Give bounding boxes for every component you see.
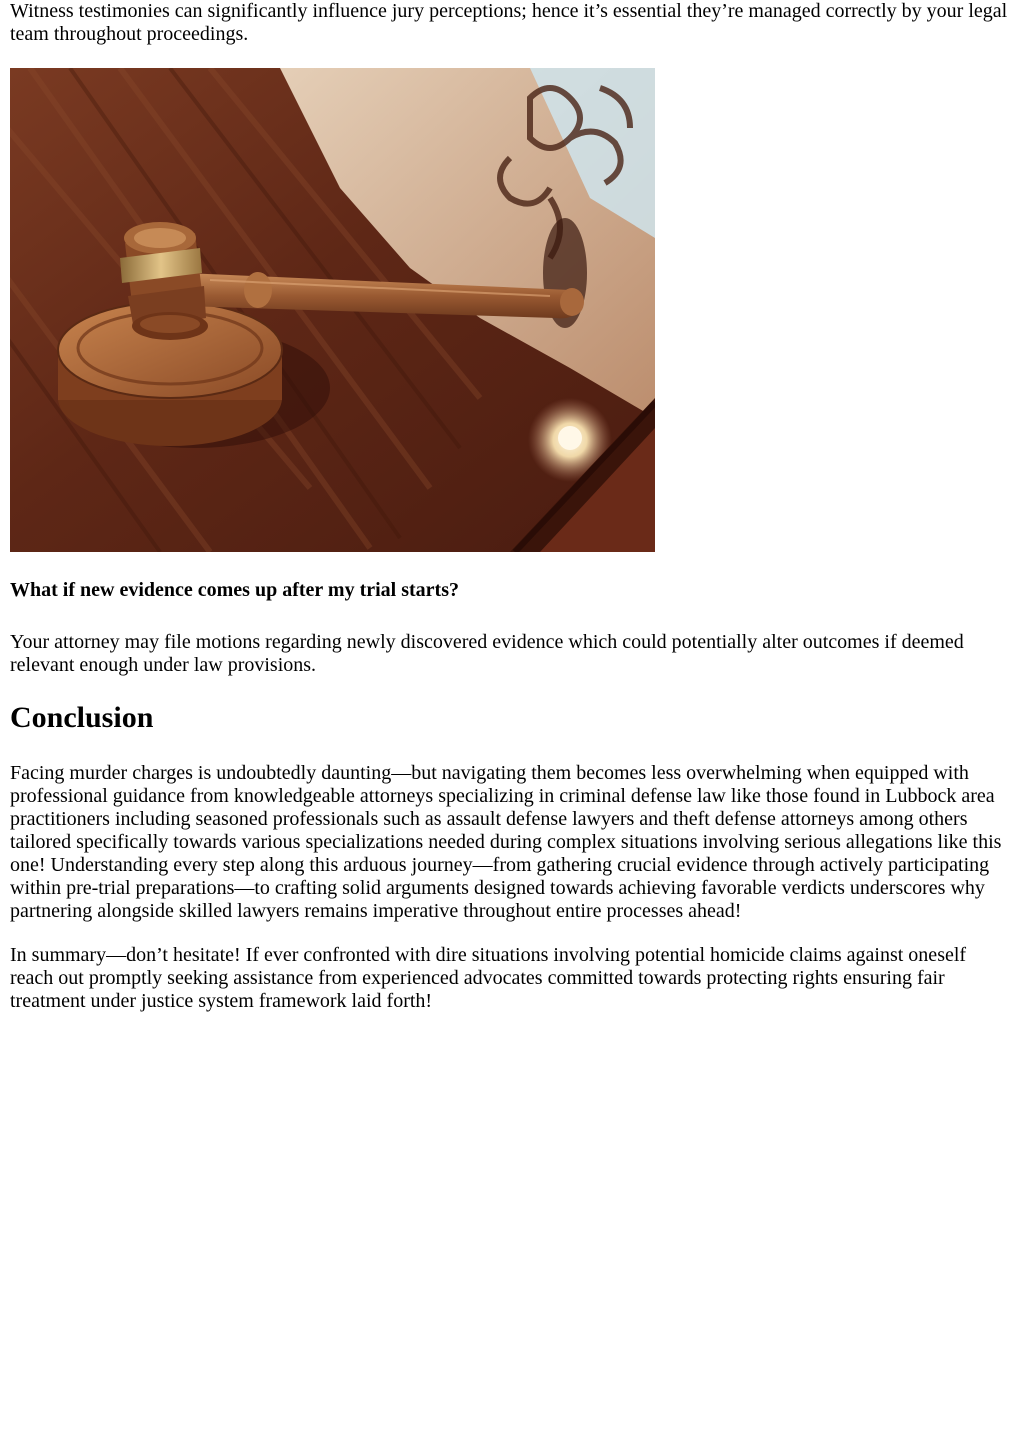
gavel-illustration <box>10 68 655 552</box>
faq-answer: Your attorney may file motions regarding newly discovered evidence which could potentially alter outcomes if deemed relevant enough under law provisions. <box>10 631 964 676</box>
intro-paragraph: Witness testimonies can significantly influence jury perceptions; hence it’s essential they’re managed correctly by your legal team throughout proceedings. <box>10 0 1008 45</box>
conclusion-heading: Conclusion <box>10 701 154 734</box>
gavel-photo <box>10 68 655 552</box>
faq-question: What if new evidence comes up after my trial starts? <box>10 579 459 601</box>
conclusion-paragraph-2: In summary—don’t hesitate! If ever confronted with dire situations involving potential homicide claims against oneself reach out promptly seeking assistance from experienced advocates committed towards protecting rights ensuring fair treatment under justice system framework laid forth! <box>10 944 967 1012</box>
conclusion-paragraph-1: Facing murder charges is undoubtedly daunting—but navigating them becomes less overwhelming when equipped with professional guidance from knowledgeable attorneys specializing in criminal defense law like those found in Lubbock area practitioners including seasoned professionals such as assault defense lawyers and theft defense attorneys among others tailored specifically towards various specializations needed during complex situations involving serious allegations like this one! Understanding every step along this arduous journey—from gathering crucial evidence through actively participating within pre-trial preparations—to crafting solid arguments designed towards achieving favorable verdicts underscores why partnering alongside skilled lawyers remains imperative throughout entire processes ahead! <box>10 762 1002 922</box>
